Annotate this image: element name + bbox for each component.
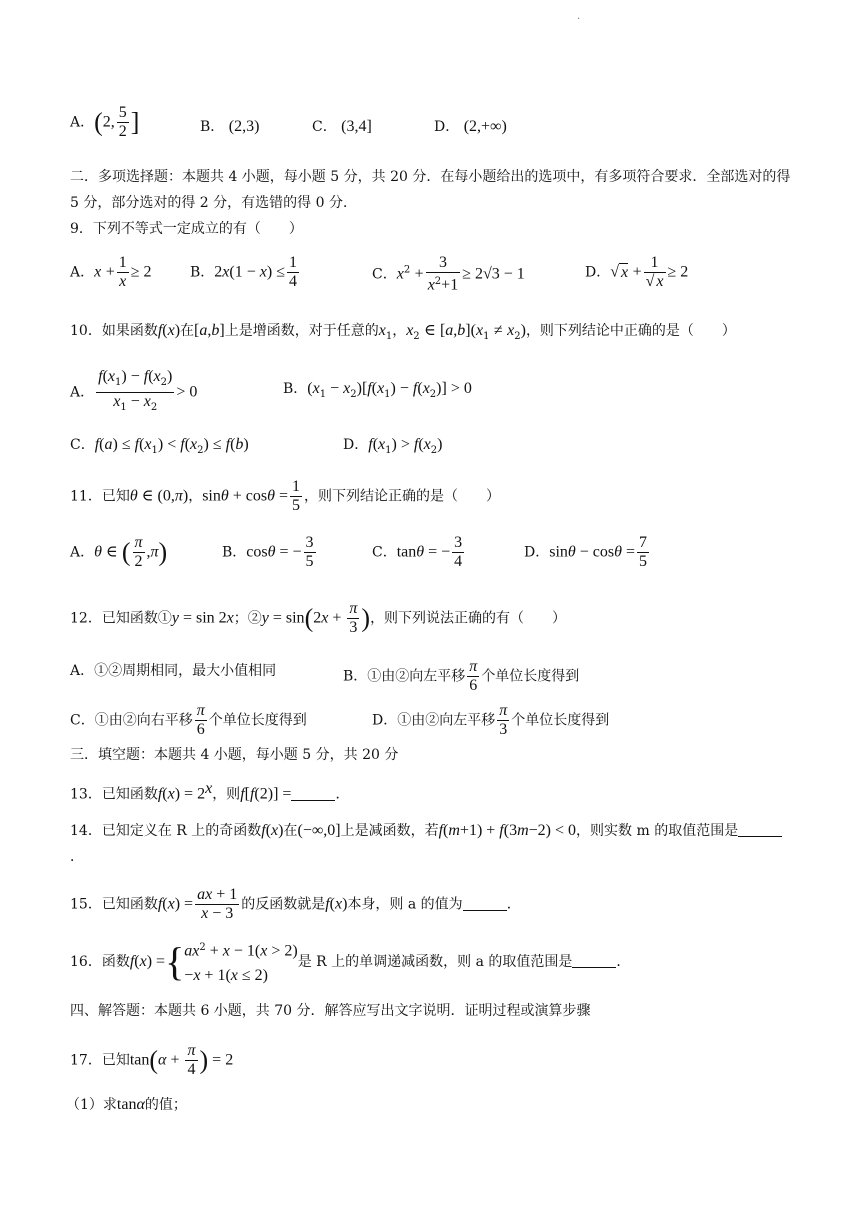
q8-option-d: D． (2,+∞) xyxy=(434,118,507,135)
q12-stem: 12．已知函数①y = sin 2x；②y = sin(2x + $\frac{\pi}{3}$ )，则下列说法正确的有（ ） xyxy=(70,600,567,636)
section3-heading: 三．填空题：本题共 4 小题，每小题 5 分，共 20 分 xyxy=(70,747,399,763)
q12-option-c: C．①由②向右平移 $\frac{\pi}{6}$ 个单位长度得到 xyxy=(70,702,307,738)
q16: 16．函数f(x) ={ $ax^2 + x - 1(x > 2)$ −x + 1(x ≤ 2) 是 R 上的单调递减函数，则 a 的取值范围是 ． xyxy=(70,938,631,984)
q8-option-b: B． (2,3) xyxy=(200,118,260,135)
q9-option-d: D．√ x + $\frac{1}{√ x}$ ≥ 2 xyxy=(585,254,689,290)
q13: 13．已知函数$f(x) = 2^x$，则f[f(2)] = ． xyxy=(70,780,350,803)
section2-heading: 二．多项选择题：本题共 4 小题，每小题 5 分，共 20 分．在每小题给出的选项中，有多项符合要求．全部选对的得 5 分，部分选对的得 2 分，有选错的得 0 分． xyxy=(70,169,791,211)
q10-option-d: D．$f(x_1) > f(x_2)$ xyxy=(343,436,443,456)
section4-heading: 四、解答题：本题共 6 小题，共 70 分．解答应写出文字说明．证明过程或演算步骤 xyxy=(70,1003,591,1019)
q10-option-b: B．$(x_1 - x_2)[f(x_1) - f(x_2)] > 0$ xyxy=(283,380,472,400)
q12-option-d: D．①由②向左平移 $\frac{\pi}{3}$ 个单位长度得到 xyxy=(372,702,610,738)
q11-option-c: C．tanθ = − $\frac{3}{4}$ xyxy=(372,534,463,570)
q9-option-c: C．$x^2$ + $\frac{3}{x^2+1}$ ≥ 2√3 − 1 xyxy=(372,254,525,294)
q11-stem: 11．已知θ ∈ (0,π)，sinθ + cosθ = $\frac{1}{5}$ ，则下列结论正确的是（ ） xyxy=(70,478,500,514)
q15: 15．已知函数f(x) = $\frac{ax + 1}{x - 3}$ 的反函数就是f(x)本身，则 a 的值为 ． xyxy=(70,886,521,922)
q12-option-b: B．①由②向左平移 $\frac{\pi}{6}$ 个单位长度得到 xyxy=(343,658,580,694)
q12-option-a: A．①②周期相同，最大小值相同 xyxy=(70,663,277,679)
q13-blank xyxy=(291,786,335,801)
q15-blank xyxy=(463,896,507,911)
q16-blank xyxy=(572,953,616,968)
q11-option-d: D．sinθ − cosθ = $\frac{7}{5}$ xyxy=(524,534,648,570)
q9-stem: 9．下列不等式一定成立的有（ ） xyxy=(70,221,303,237)
q14: 14．已知定义在 R 上的奇函数f(x)在(−∞,0]上是减函数，若f(m+1) + f(3m−2) < 0，则实数 m 的取值范围是． xyxy=(70,818,792,870)
q11-option-a: A．θ ∈ ( $\frac{\pi}{2}$ ,π) xyxy=(70,534,168,570)
q8-option-a: A．(2, $\frac{5}{2}$ ] xyxy=(70,104,140,140)
q11-option-b: B．cosθ = − $\frac{3}{5}$ xyxy=(222,534,314,570)
q9-option-b: B．2x(1 − x) ≤ $\frac{1}{4}$ xyxy=(190,254,297,290)
q8-option-c: C． (3,4] xyxy=(312,118,372,135)
q17: 17．已知tan(α + $\frac{\pi}{4}$ ) = 2 xyxy=(70,1042,234,1078)
q9-option-a: A．x + $\frac{1}{x}$ ≥ 2 xyxy=(70,254,152,290)
q17-part1: （1）求tanα的值； xyxy=(66,1096,187,1113)
q14-blank xyxy=(738,822,782,837)
top-mark: · xyxy=(577,14,581,25)
q10-stem: 10．如果函数f(x)在[a,b]上是增函数，对于任意的$x_1$，$x_2$ ∈ $[a,b](x_1 \ne x_2)$，则下列结论中正确的是（ ） xyxy=(70,322,736,342)
q10-option-a: A． $\frac{f(x_1) - f(x_2)}{x_1 - x_2}$ > 0 xyxy=(70,368,198,413)
q10-option-c: C．$f(a) \le f(x_1) < f(x_2) \le f(b)$ xyxy=(70,436,249,456)
